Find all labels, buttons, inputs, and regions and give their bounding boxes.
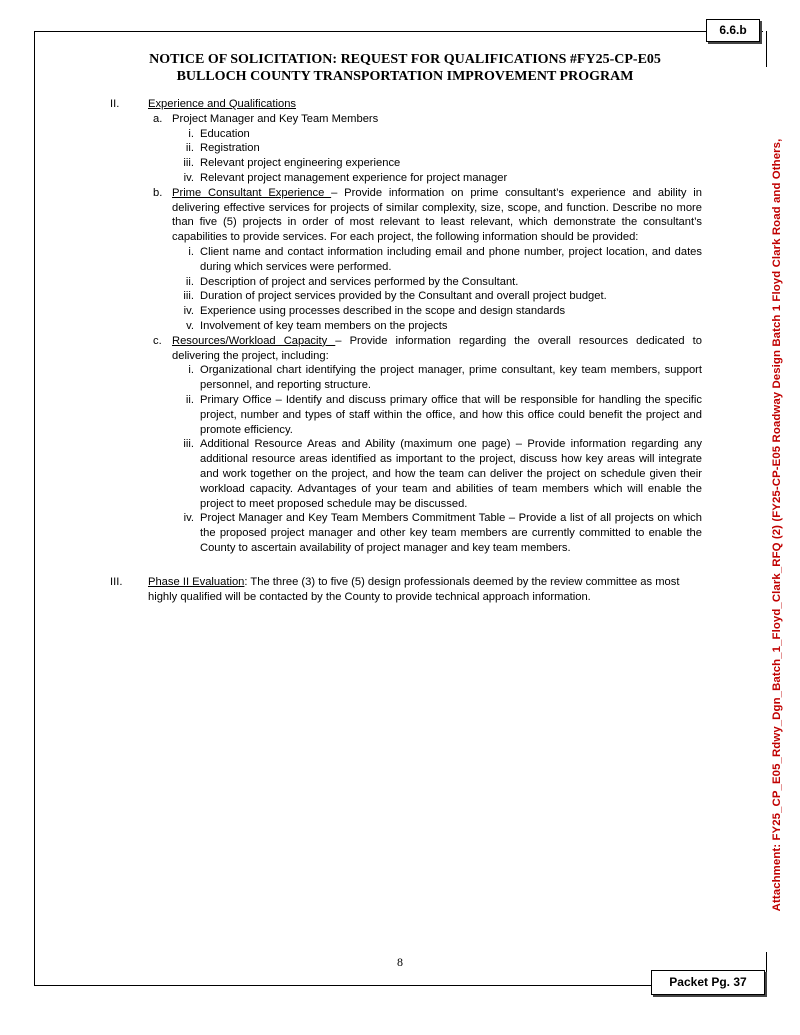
item-numeral: i. xyxy=(188,127,194,140)
item-text: Project Manager and Key Team Members Commitment Table – Provide a list of all projects on which the proposed project manager and other key team members are currently committed to enable the County to ascertain availability of project manager and key team members. xyxy=(200,512,702,554)
section-text: : The three (3) to five (5) design professionals deemed by the review committee as most highly qualified will be contacted by the County to provide technical approach information. xyxy=(148,575,680,603)
list-item xyxy=(110,127,702,142)
list-item xyxy=(110,363,702,393)
item-numeral: v. xyxy=(186,319,194,332)
section-heading xyxy=(110,575,702,605)
item-numeral: iv. xyxy=(183,171,194,184)
section-number: II. xyxy=(110,98,120,110)
item-text: Project Manager and Key Team Members xyxy=(172,112,379,125)
document-title xyxy=(60,51,750,85)
item-numeral: ii. xyxy=(185,275,194,288)
item-paragraph xyxy=(172,186,702,245)
item-text: Primary Office – Identify and discuss primary office that will be responsible for handling the specific project, number and types of staff within the office, and how this office could benefit the project and promote efficiency. xyxy=(200,393,702,436)
item-numeral: iv. xyxy=(183,512,194,525)
page-frame-left xyxy=(34,31,35,986)
list-item xyxy=(110,437,702,511)
item-paragraph xyxy=(172,334,702,364)
item-text: Education xyxy=(200,127,250,140)
page-number: 8 xyxy=(397,955,403,969)
item-text: – Provide information regarding the overall resources dedicated to delivering the project, including: xyxy=(172,334,703,362)
list-item xyxy=(110,156,702,171)
title-line-2: BULLOCH COUNTY TRANSPORTATION IMPROVEMENT PROGRAM xyxy=(176,69,634,84)
section-heading xyxy=(110,97,702,112)
item-numeral: i. xyxy=(188,364,194,377)
agenda-section-tag: 6.6.b xyxy=(706,19,760,42)
item-heading: Resources/Workload Capacity xyxy=(172,334,336,347)
item-text: Involvement of key team members on the projects xyxy=(200,319,448,332)
section-title: Phase II Evaluation xyxy=(148,575,245,588)
packet-page-tag: Packet Pg. 37 xyxy=(651,970,765,995)
item-text: Experience using processes described in the scope and design standards xyxy=(200,305,566,318)
section-title: Experience and Qualifications xyxy=(148,98,297,110)
list-item xyxy=(110,186,702,245)
item-numeral: iii. xyxy=(183,157,194,170)
item-text: Organizational chart identifying the project manager, prime consultant, key team members, support personnel, and reporting structure. xyxy=(200,364,702,392)
item-text: Additional Resource Areas and Ability (maximum one page) – Provide information regarding any additional resource areas identified as important to the project, discuss how key areas will integrate and work together on the project, and how the team can deliver the project on schedule given their workload capacity. Advantages of your team and abilities of team members which will enable the project to meet proposed schedule may be discussed. xyxy=(200,438,702,510)
list-item xyxy=(110,319,702,334)
item-text: – Provide information on prime consultant’s experience and ability in delivering effective services for projects of similar complexity, size, scope, and function. Describe no more than five (5) projects in order of most relevant to least relevant, which demonstrate the consultant’s capabilities to provide services. For each project, the following information should be provided: xyxy=(172,186,702,244)
item-text: Relevant project engineering experience xyxy=(200,157,401,170)
page-frame-right-bottom xyxy=(766,952,767,972)
item-letter: b. xyxy=(153,186,163,199)
section-number: III. xyxy=(110,575,123,588)
list-item xyxy=(110,393,702,437)
list-item xyxy=(110,289,702,304)
item-letter: a. xyxy=(153,112,163,125)
item-text: Relevant project management experience for project manager xyxy=(200,171,508,184)
item-numeral: i. xyxy=(188,245,194,258)
item-numeral: iii. xyxy=(183,438,194,451)
item-numeral: ii. xyxy=(185,393,194,406)
item-numeral: ii. xyxy=(185,142,194,155)
attachment-side-text: Attachment: FY25_CP_E05_Rdwy_Dgn_Batch_1_Floyd_Clark_RFQ (2) (FY25-CP-E05 Roadway Design Batch 1 Floyd Clark Road and Others, xyxy=(771,138,783,912)
item-numeral: iv. xyxy=(183,305,194,318)
item-text: Client name and contact information including email and phone number, project location, and dates during which services were performed. xyxy=(200,245,702,273)
list-item xyxy=(110,275,702,290)
page-frame-right-top xyxy=(766,31,767,67)
document-body xyxy=(110,97,702,604)
item-text: Duration of project services provided by the Consultant and overall project budget. xyxy=(200,290,607,303)
list-item xyxy=(110,141,702,156)
item-text: Registration xyxy=(200,142,260,155)
item-heading: Prime Consultant Experience xyxy=(172,186,332,199)
item-text: Description of project and services performed by the Consultant. xyxy=(200,275,519,288)
list-item xyxy=(110,304,702,319)
list-item xyxy=(110,511,702,555)
section-paragraph xyxy=(148,575,702,605)
title-line-1: NOTICE OF SOLICITATION: REQUEST FOR QUALIFICATIONS #FY25-CP-E05 xyxy=(149,52,661,67)
item-letter: c. xyxy=(153,334,162,347)
list-item xyxy=(110,245,702,275)
list-item xyxy=(110,171,702,186)
page-frame-bottom xyxy=(34,985,654,986)
list-item xyxy=(110,112,702,127)
page-frame-top xyxy=(34,31,763,32)
item-numeral: iii. xyxy=(183,290,194,303)
list-item xyxy=(110,334,702,364)
